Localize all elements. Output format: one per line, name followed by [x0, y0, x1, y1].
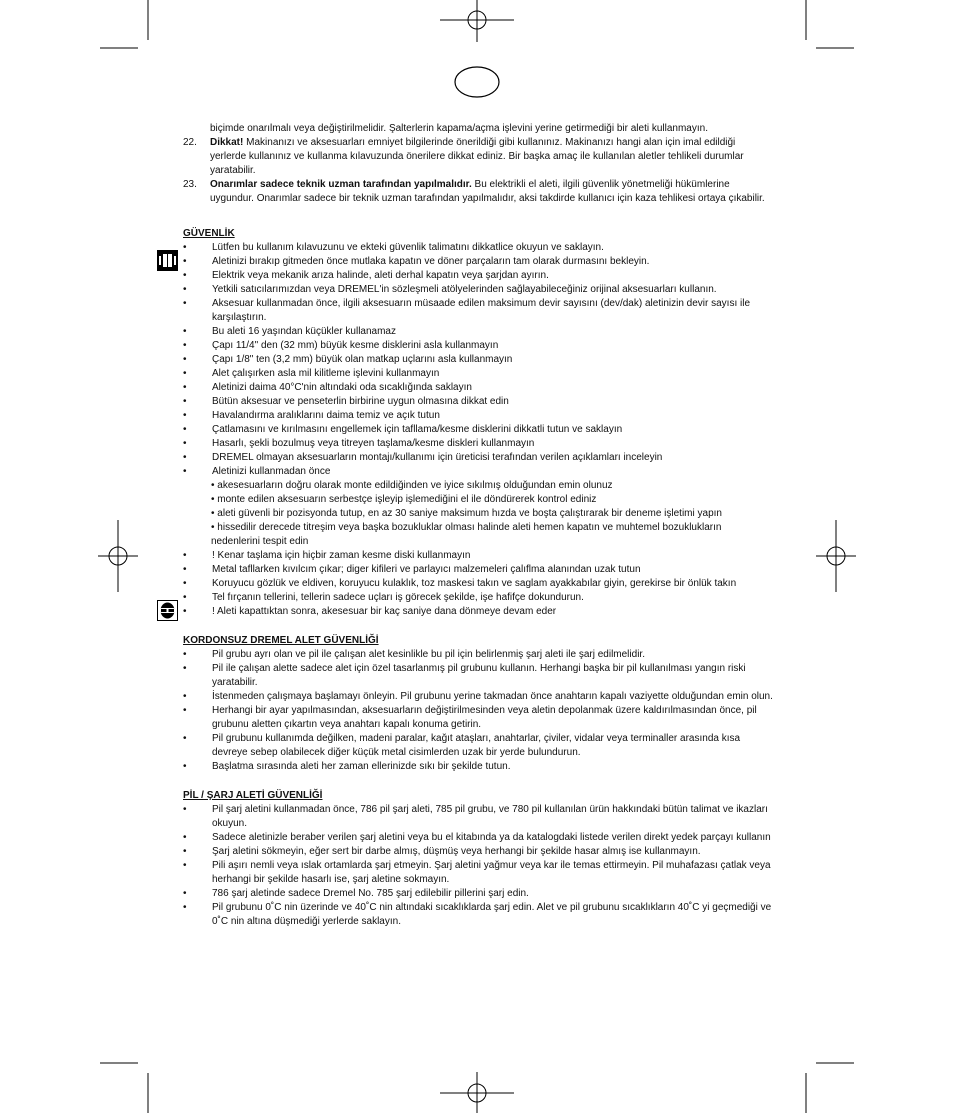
- list-item-text: Metal tafllarken kıvılcım çıkar; diger kifileri ve parlayıcı malzemeleri çalıflma alanından uzak tutun: [212, 564, 641, 575]
- section-heading: PİL / ŞARJ ALETİ GÜVENLİĞİ: [183, 790, 323, 801]
- bullet-mark: •: [183, 410, 187, 421]
- continued-paragraph: biçimde onarılmalı veya değiştirilmelidir. Şalterlerin kapama/açma işlevini yerine getirmediği bir aleti kullanmayın.: [210, 123, 708, 134]
- bullet-mark: •: [183, 368, 187, 379]
- list-item: [183, 662, 773, 690]
- bullet-list: [183, 803, 773, 929]
- list-item: [183, 845, 773, 859]
- list-item: [183, 704, 773, 732]
- list-item: [183, 381, 773, 395]
- bullet-mark: •: [183, 424, 187, 435]
- list-item-text: ! Aleti kapattıktan sonra, akesesuar bir kaç saniye dana dönmeye devam eder: [212, 606, 557, 617]
- list-item: [183, 605, 773, 619]
- list-item-text: Pil şarj aletini kullanmadan önce, 786 pil şarj aleti, 785 pil grubu, ve 780 pil kullanılan ürün hakkındaki bütün talimat ve ikazları okuyun.: [212, 804, 768, 829]
- manual-book-icon: [157, 250, 178, 271]
- sub-list-item-text: • akesesuarların doğru olarak monte edildiğinden ve iyice sıkılmış olduğundan emin olunuz: [211, 480, 613, 491]
- list-item: [183, 437, 773, 451]
- list-item-text: Aksesuar kullanmadan önce, ilgili aksesuarın müsaade edilen maksimum devir sayısını (dev/dak) aletinizin devir sayısı ile karşılaştırın.: [212, 298, 751, 323]
- list-item-text: Pil grubunu 0˚C nin üzerinde ve 40˚C nin altındaki sıcaklıklarda şarj edin. Alet ve pil grubunu sıcaklıkların 40˚C yi geçmediği ve 0˚C nin altına düşmediği yerlerde saklayın.: [212, 902, 772, 927]
- bullet-mark: •: [183, 340, 187, 351]
- bullet-mark: •: [183, 663, 187, 674]
- list-item: [183, 283, 773, 297]
- bullet-mark: •: [183, 578, 187, 589]
- sub-list-item: [183, 493, 773, 507]
- bullet-mark: •: [183, 888, 187, 899]
- bullet-mark: •: [183, 298, 187, 309]
- list-item-text: Pil grubu ayrı olan ve pil ile çalışan alet kesinlikle bu pil için belirlenmiş şarj aleti ile şarj edilmelidir.: [212, 649, 645, 660]
- sub-list-item: [183, 521, 773, 549]
- list-item-text: Aletinizi bırakıp gitmeden önce mutlaka kapatın ve döner parçaların tam olarak durmasını bekleyin.: [212, 256, 650, 267]
- list-item: [183, 563, 773, 577]
- bullet-mark: •: [183, 832, 187, 843]
- sub-list-item-text: • monte edilen aksesuarın serbestçe işleyip işlemediğini el ile döndürerek kontrol ediniz: [211, 494, 597, 505]
- bullet-mark: •: [183, 550, 187, 561]
- list-item: [183, 549, 773, 563]
- sub-bullet-list: [183, 479, 773, 549]
- list-item-text: ! Kenar taşlama için hiçbir zaman kesme diski kullanmayın: [212, 550, 471, 561]
- bullet-mark: •: [183, 270, 187, 281]
- list-item: [183, 339, 773, 353]
- bullet-mark: •: [183, 284, 187, 295]
- list-item: [183, 901, 773, 929]
- list-item: [183, 409, 773, 423]
- list-item-text: Pil ile çalışan alette sadece alet için özel tasarlanmış pil grubunu kullanın. Herhangi başka bir pil kullanılması yangın riski yaratabilir.: [212, 663, 746, 688]
- list-item: [183, 760, 773, 774]
- list-item: [183, 577, 773, 591]
- list-item-text: Çapı 11/4" den (32 mm) büyük kesme disklerini asla kullanmayın: [212, 340, 499, 351]
- bullet-mark: •: [183, 705, 187, 716]
- list-item-text: Bu aleti 16 yaşından küçükler kullanamaz: [212, 326, 396, 337]
- bullet-mark: •: [183, 438, 187, 449]
- bullet-mark: •: [183, 242, 187, 253]
- list-item: [183, 255, 773, 269]
- list-item: [183, 241, 773, 255]
- list-item-text: Çapı 1/8" ten (3,2 mm) büyük olan matkap uçlarını asla kullanmayın: [212, 354, 513, 365]
- bullet-mark: •: [183, 860, 187, 871]
- list-item-text: Alet çalışırken asla mil kilitleme işlevini kullanmayın: [212, 368, 440, 379]
- list-item: [183, 803, 773, 831]
- bullet-mark: •: [183, 606, 187, 617]
- list-item-text: Aletinizi daima 40°C'nin altındaki oda sıcaklığında saklayın: [212, 382, 472, 393]
- section-heading: GÜVENLİK: [183, 228, 235, 239]
- sub-list-item-text: • aleti güvenli bir pozisyonda tutup, en az 30 saniye maksimum hızda ve boşta çalıştırarak bir deneme işletimi yapın: [211, 508, 722, 519]
- list-item: [183, 591, 773, 605]
- sub-list-item: [183, 507, 773, 521]
- list-item-text: Yetkili satıcılarımızdan veya DREMEL'in sözleşmeli atölyelerinden sağlayabileceğiniz orijinal aksesuarları kullanın.: [212, 284, 717, 295]
- page-language-oval: [454, 66, 500, 98]
- bullet-mark: •: [183, 382, 187, 393]
- list-item-text: Sadece aletinizle beraber verilen şarj aletini veya bu el kitabında ya da katalogdaki listede verilen direkt yedek parçayı kullanın: [212, 832, 771, 843]
- list-item-text: Çatlamasını ve kırılmasını engellemek için tafllama/kesme disklerini dikkatli tutun ve saklayın: [212, 424, 623, 435]
- list-item: [183, 732, 773, 760]
- list-item-text: Pil grubunu kullanımda değilken, madeni paralar, kağıt ataşları, anahtarlar, çiviler, vidalar veya terminaller arasında kısa devreye sebep olabilecek diğer küçük metal cisimlerden uzak bir yerde bulundurun.: [212, 733, 741, 758]
- bullet-mark: •: [183, 902, 187, 913]
- document-body: [183, 122, 773, 929]
- numbered-paragraph-23: 23. Onarımlar sadece teknik uzman tarafından yapılmalıdır. Bu elektrikli el aleti, ilgili güvenlik yönetmeliği hükümlerine uygundur. Onarımlar sadece bir teknik uzman tarafından yapılmalıdır, aksi takdirde kullanıcı için kaza tehlikesi ortaya çıkabilir.: [183, 179, 765, 204]
- list-item: [183, 451, 773, 465]
- list-item-text: Elektrik veya mekanik arıza halinde, aleti derhal kapatın veya şarjdan ayırın.: [212, 270, 549, 281]
- bullet-list: [183, 549, 773, 619]
- list-item-text: Hasarlı, şekli bozulmuş veya titreyen taşlama/kesme diskleri kullanmayın: [212, 438, 535, 449]
- list-item-text: 786 şarj aletinde sadece Dremel No. 785 şarj edilebilir pillerini şarj edin.: [212, 888, 529, 899]
- list-item: [183, 831, 773, 845]
- list-item: [183, 353, 773, 367]
- bullet-mark: •: [183, 564, 187, 575]
- list-item: [183, 690, 773, 704]
- list-item: [183, 395, 773, 409]
- list-item: [183, 367, 773, 381]
- sub-list-item-text: • hissedilir derecede titreşim veya başka bozukluklar olması halinde aleti hemen kapatın ve muhtemel bozuklukların nedenlerini tespit edin: [211, 522, 722, 547]
- bullet-list: [183, 241, 773, 479]
- bullet-mark: •: [183, 691, 187, 702]
- list-item: [183, 325, 773, 339]
- bullet-mark: •: [183, 326, 187, 337]
- bullet-mark: •: [183, 256, 187, 267]
- bullet-mark: •: [183, 396, 187, 407]
- numbered-paragraph-22: 22. Dikkat! Makinanızı ve aksesuarları emniyet bilgilerinde önerildiği gibi kullanınız. Makinanızı hangi alan için imal edildiği yerlerde kullanınız ve kullanma kılavuzunda önerilere dikkat ediniz. Bir başka amaç ile kullanılan aletler tehlikeli durumlar yaratabilir.: [183, 137, 744, 176]
- bullet-mark: •: [183, 452, 187, 463]
- sub-list-item: [183, 479, 773, 493]
- bullet-mark: •: [183, 592, 187, 603]
- bullet-mark: •: [183, 733, 187, 744]
- bullet-mark: •: [183, 846, 187, 857]
- safety-goggles-icon: [157, 600, 178, 621]
- section-heading: KORDONSUZ DREMEL ALET GÜVENLİĞİ: [183, 635, 379, 646]
- list-item-text: DREMEL olmayan aksesuarların montajı/kullanımı için üreticisi terafından verilen açıklamları inceleyin: [212, 452, 663, 463]
- bullet-mark: •: [183, 354, 187, 365]
- section-pil: [183, 789, 773, 929]
- list-item-text: Koruyucu gözlük ve eldiven, koruyucu kulaklık, toz maskesi takın ve saglam ayakkabılar giyin, gerekirse bir önlük takın: [212, 578, 737, 589]
- list-item-text: İstenmeden çalışmaya başlamayı önleyin. Pil grubunu yerine takmadan önce anahtarın kapalı vaziyette olduğundan emin olun.: [212, 691, 773, 702]
- bullet-list: [183, 648, 773, 774]
- section-kordonsuz: [183, 634, 773, 774]
- list-item: [183, 297, 773, 325]
- list-item: [183, 887, 773, 901]
- list-item: [183, 269, 773, 283]
- list-item-text: Bütün aksesuar ve penseterlin birbirine uygun olmasına dikkat edin: [212, 396, 509, 407]
- list-item-text: Pili aşırı nemli veya ıslak ortamlarda şarj etmeyin. Şarj aletini yağmur veya kar ile temas ettirmeyin. Pil muhafazası çatlak veya herhangi bir şekilde hasarlı ise, şarj aletine sokmayın.: [212, 860, 771, 885]
- list-item-text: Havalandırma aralıklarını daima temiz ve açık tutun: [212, 410, 440, 421]
- section-guvenlik: [183, 227, 773, 619]
- list-item: [183, 648, 773, 662]
- bullet-mark: •: [183, 804, 187, 815]
- bullet-mark: •: [183, 761, 187, 772]
- bullet-mark: •: [183, 649, 187, 660]
- list-item-text: Aletinizi kullanmadan önce: [212, 466, 331, 477]
- list-item-text: Tel fırçanın tellerini, tellerin sadece uçları iş görecek şekilde, işe hafifçe dokundurun.: [212, 592, 584, 603]
- list-item: [183, 859, 773, 887]
- list-item-text: Lütfen bu kullanım kılavuzunu ve ekteki güvenlik talimatını dikkatlice okuyun ve saklayın.: [212, 242, 604, 253]
- list-item: [183, 465, 773, 479]
- bullet-mark: •: [183, 466, 187, 477]
- list-item-text: Başlatma sırasında aleti her zaman ellerinizde sıkı bir şekilde tutun.: [212, 761, 511, 772]
- list-item: [183, 423, 773, 437]
- list-item-text: Şarj aletini sökmeyin, eğer sert bir darbe almış, düşmüş veya herhangi bir şekilde hasar almış ise kullanmayın.: [212, 846, 701, 857]
- list-item-text: Herhangi bir ayar yapılmasından, aksesuarların değiştirilmesinden veya aletin depolanmak üzere kaldırılmasından önce, pil grubunu aletten çıkartın veya anahtarı kapalı konuma getirin.: [212, 705, 757, 730]
